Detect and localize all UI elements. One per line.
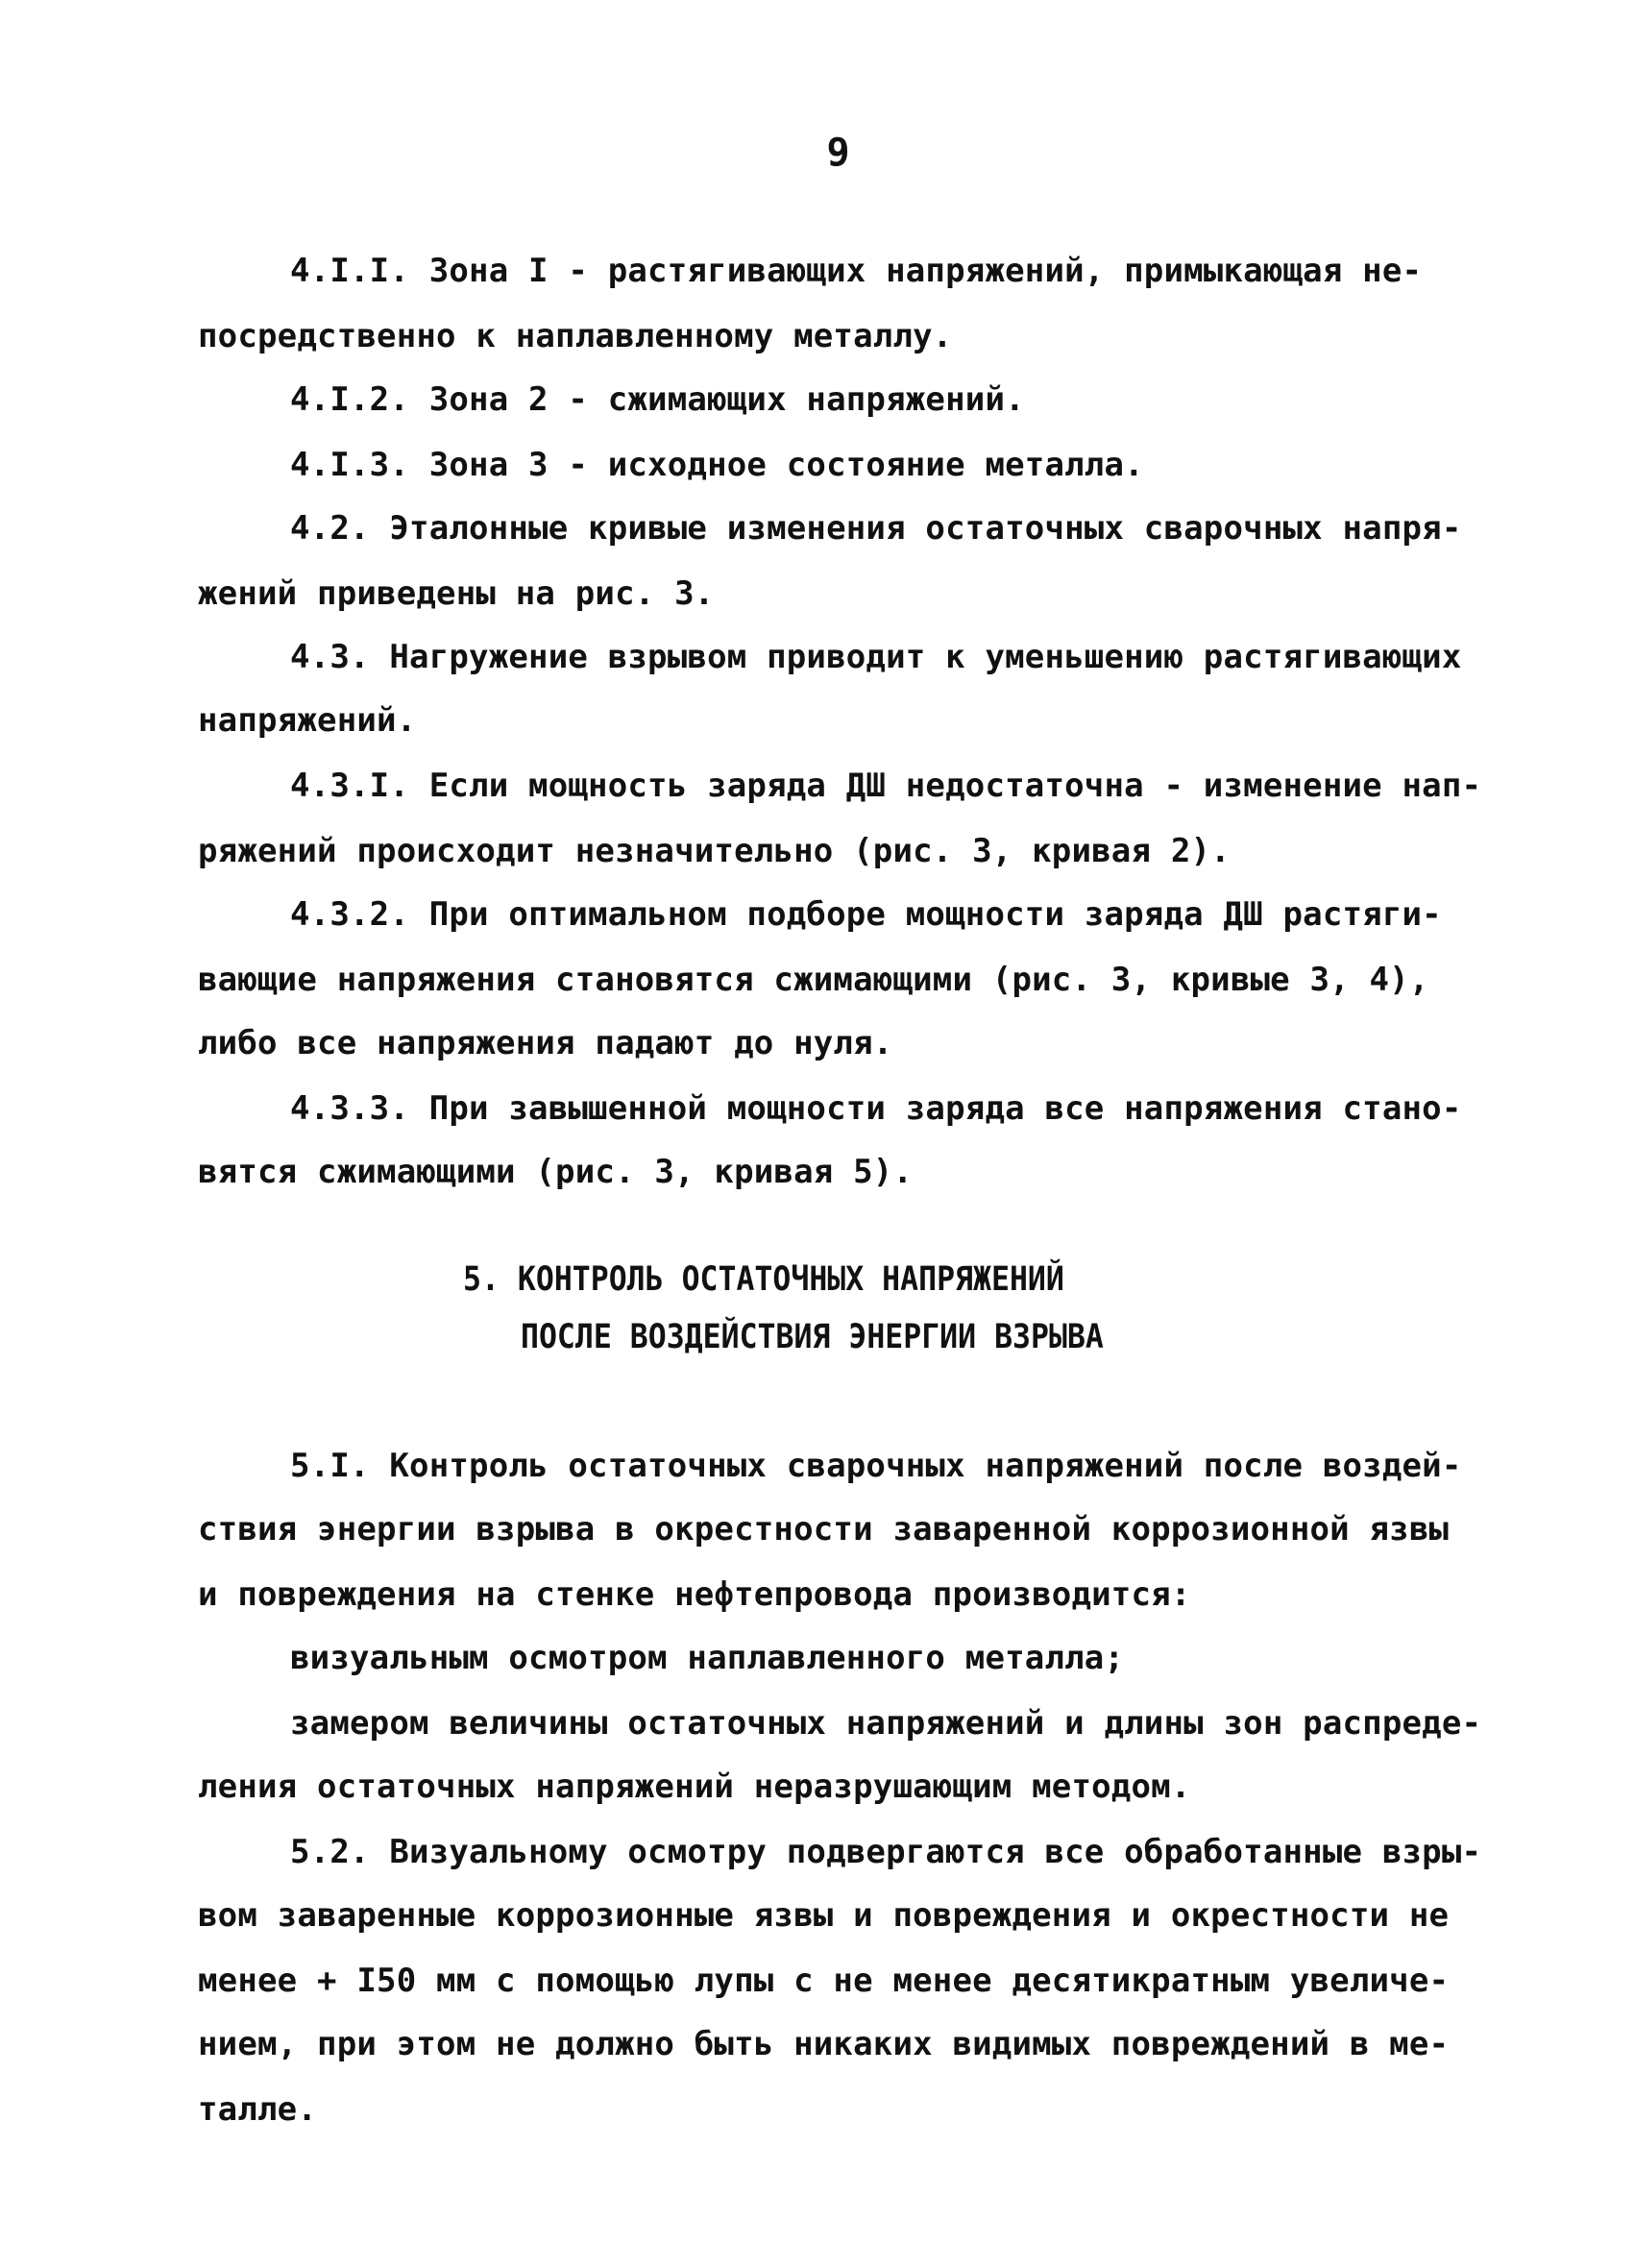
text-line-4-3-1-cont: ряжений происходит незначительно (рис. 3, кривая 2).	[198, 832, 1231, 870]
text-line-4-1-2: 4.I.2. Зона 2 - сжимающих напряжений.	[290, 380, 1025, 419]
text-line-5-2-cont4: талле.	[198, 2090, 318, 2129]
page-number: 9	[826, 131, 850, 175]
text-line-4-3: 4.3. Нагружение взрывом приводит к уменьшению растягивающих	[290, 638, 1462, 676]
text-line-4-3-3: 4.3.3. При завышенной мощности заряда все напряжения стано-	[290, 1089, 1462, 1128]
text-line-4-2-cont: жений приведены на рис. 3.	[198, 574, 715, 613]
text-line-5-2-cont: вом заваренные коррозионные язвы и повреждения и окрестности не	[198, 1896, 1450, 1935]
text-line-5-1-item-2-cont: ления остаточных напряжений неразрушающим методом.	[198, 1768, 1191, 1806]
text-line-4-3-cont: напряжений.	[198, 701, 417, 740]
text-line-5-2: 5.2. Визуальному осмотру подвергаются все обработанные взры-	[290, 1833, 1482, 1871]
text-line-5-1-cont2: и повреждения на стенке нефтепровода производится:	[198, 1575, 1191, 1614]
text-line-4-2: 4.2. Эталонные кривые изменения остаточных сварочных напря-	[290, 509, 1462, 548]
text-line-5-1-cont: ствия энергии взрыва в окрестности заваренной коррозионной язвы	[198, 1510, 1450, 1549]
text-line-4-3-2-cont2: либо все напряжения падают до нуля.	[198, 1024, 893, 1062]
text-line-5-1-item-1: визуальным осмотром наплавленного металла;	[290, 1639, 1125, 1677]
text-line-4-3-1: 4.3.I. Если мощность заряда ДШ недостаточна - изменение нап-	[290, 767, 1482, 805]
text-line-5-1: 5.I. Контроль остаточных сварочных напряжений после воздей-	[290, 1447, 1462, 1485]
text-line-5-1-item-2: замером величины остаточных напряжений и длины зон распреде-	[290, 1704, 1482, 1743]
text-line-5-2-cont2: менее + I50 мм с помощью лупы с не менее десятикратным увеличе-	[198, 1962, 1450, 2000]
text-line-4-3-2: 4.3.2. При оптимальном подборе мощности заряда ДШ растяги-	[290, 895, 1442, 934]
text-line-4-1-1: 4.I.I. Зона I - растягивающих напряжений, примыкающая не-	[290, 252, 1423, 290]
text-line-4-3-3-cont: вятся сжимающими (рис. 3, кривая 5).	[198, 1153, 914, 1191]
text-line-4-1-3: 4.I.3. Зона 3 - исходное состояние металла.	[290, 446, 1144, 484]
text-line-5-2-cont3: нием, при этом не должно быть никаких видимых повреждений в ме-	[198, 2025, 1450, 2063]
section-heading-line-2: ПОСЛЕ ВОЗДЕЙСТВИЯ ЭНЕРГИИ ВЗРЫВА	[521, 1318, 1104, 1356]
section-heading-line-1: 5. КОНТРОЛЬ ОСТАТОЧНЫХ НАПРЯЖЕНИЙ	[463, 1260, 1064, 1299]
text-line-4-1-1-cont: посредственно к наплавленному металлу.	[198, 317, 953, 355]
text-line-4-3-2-cont: вающие напряжения становятся сжимающими (рис. 3, кривые 3, 4),	[198, 961, 1429, 999]
